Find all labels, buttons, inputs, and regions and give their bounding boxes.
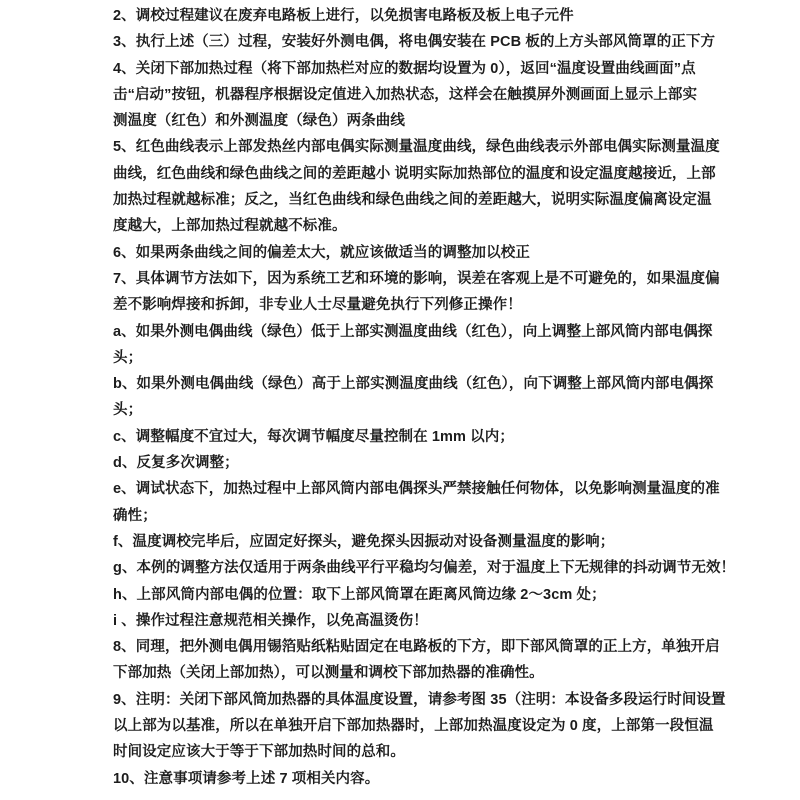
doc-line: g、本例的调整方法仅适用于两条曲线平行平稳均匀偏差，对于温度上下无规律的抖动调节无效！ — [113, 560, 736, 577]
doc-line: 8、同理，把外测电偶用锡箔贴纸粘贴固定在电路板的下方，即下部风筒罩的正上方，单独开启 — [113, 639, 720, 656]
doc-line: 测温度（红色）和外测温度（绿色）两条曲线 — [113, 113, 405, 130]
document-page — [113, 3, 736, 797]
doc-line: a、如果外测电偶曲线（绿色）低于上部实测温度曲线（红色），向上调整上部风筒内部电偶探 — [113, 323, 713, 340]
doc-line: i 、操作过程注意规范相关操作，以免高温烫伤！ — [113, 612, 428, 629]
doc-line: 2、调校过程建议在废弃电路板上进行，以免损害电路板及板上电子元件 — [113, 8, 574, 24]
doc-line: b、如果外测电偶曲线（绿色）高于上部实测温度曲线（红色），向下调整上部风筒内部电偶探 — [113, 376, 714, 393]
doc-line: 6、如果两条曲线之间的偏差太大，就应该做适当的调整加以校正 — [113, 244, 530, 261]
doc-line: e、调试状态下，加热过程中上部风筒内部电偶探头严禁接触任何物体，以免影响测量温度的准 — [113, 481, 720, 498]
doc-line: 7、具体调节方法如下，因为系统工艺和环境的影响，误差在客观上是不可避免的，如果温度偏 — [113, 270, 720, 287]
doc-line: 5、红色曲线表示上部发热丝内部电偶实际测量温度曲线，绿色曲线表示外部电偶实际测量温度 — [113, 139, 720, 156]
doc-line: 以上部为以基准，所以在单独开启下部加热器时，上部加热温度设定为 0 度，上部第一段恒温 — [113, 718, 714, 735]
doc-line: 度越大，上部加热过程就越不标准。 — [113, 218, 347, 235]
doc-line: d、反复多次调整； — [113, 455, 239, 472]
doc-line: 确性； — [113, 507, 157, 524]
doc-line: 9、注明：关闭下部风筒加热器的具体温度设置，请参考图 35（注明：本设备多段运行时间设置 — [113, 691, 726, 708]
doc-line: 加热过程就越标准；反之，当红色曲线和绿色曲线之间的差距越大，说明实际温度偏离设定温 — [113, 192, 712, 209]
doc-line: 曲线，红色曲线和绿色曲线之间的差距越小 说明实际加热部位的温度和设定温度越接近，上部 — [113, 165, 716, 182]
doc-line: 差不影响焊接和拆卸，非专业人士尽量避免执行下列修正操作！ — [113, 297, 522, 314]
doc-line: 头； — [113, 349, 143, 366]
doc-line: 时间设定应该大于等于下部加热时间的总和。 — [113, 744, 405, 761]
doc-line: 击“启动”按钮，机器程序根据设定值进入加热状态，这样会在触摸屏外测画面上显示上部实 — [113, 86, 698, 103]
doc-line: f、温度调校完毕后，应固定好探头，避免探头因振动对设备测量温度的影响； — [113, 533, 615, 550]
doc-line: 4、关闭下部加热过程（将下部加热栏对应的数据均设置为 0），返回“温度设置曲线画面”点 — [113, 60, 696, 77]
doc-line: c、调整幅度不宜过大，每次调节幅度尽量控制在 1mm 以内； — [113, 428, 514, 445]
doc-line: h、上部风筒内部电偶的位置：取下上部风筒罩在距离风筒边缘 2～3cm 处； — [113, 586, 606, 603]
doc-line: 10、注意事项请参考上述 7 项相关内容。 — [113, 770, 380, 787]
doc-line: 下部加热（关闭上部加热），可以测量和调校下部加热器的准确性。 — [113, 665, 544, 682]
doc-line: 头； — [113, 402, 143, 419]
doc-line: 3、执行上述（三）过程，安装好外测电偶，将电偶安装在 PCB 板的上方头部风筒罩的正下方 — [113, 34, 716, 51]
